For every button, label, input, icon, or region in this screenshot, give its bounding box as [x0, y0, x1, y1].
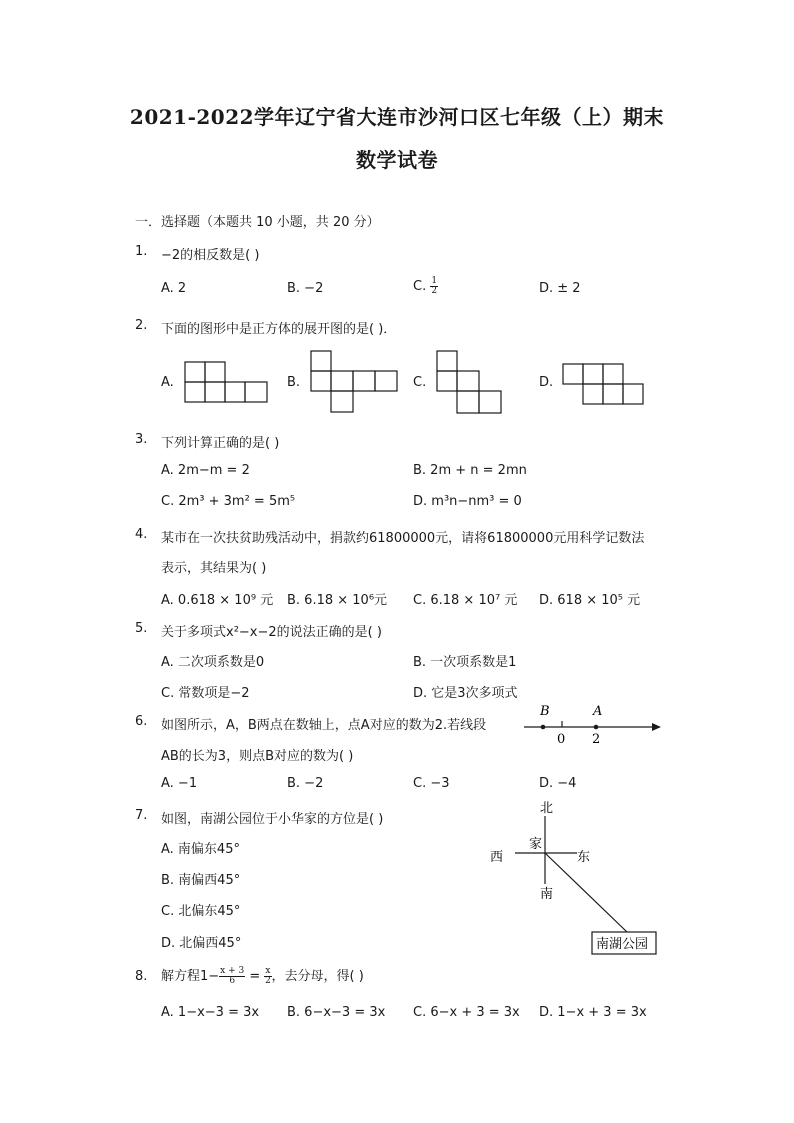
option-c: C. 北偏东45°: [161, 904, 241, 919]
question-number: 7.: [135, 808, 148, 823]
fraction-denominator: 6: [229, 976, 236, 986]
fraction-denominator: 2: [431, 286, 438, 296]
fraction-numerator: x + 3: [220, 966, 245, 976]
option-a: A. 南偏东45°: [161, 842, 240, 857]
question-text-suffix: ，去分母，得( ): [271, 969, 364, 984]
option-c: [413, 277, 438, 296]
label-park: 南湖公园: [596, 937, 649, 952]
label-b: B: [540, 704, 550, 719]
option-b: B. 6−x−3 = 3x: [287, 1005, 386, 1020]
option-d: D.: [539, 375, 554, 390]
number-line-figure: [520, 700, 665, 748]
option-a: A. −1: [161, 776, 198, 791]
question-text-prefix: 解方程1−: [161, 969, 220, 984]
equals-sign: =: [245, 969, 265, 984]
exam-title-line2: 数学试卷: [356, 148, 438, 172]
fraction-denominator: 2: [265, 976, 271, 986]
question-number: 6.: [135, 714, 148, 729]
question-text: 下面的图形中是正方体的展开图的是( )．: [161, 322, 397, 337]
label-west: 西: [490, 850, 504, 865]
option-b: B. 2m + n = 2mn: [413, 463, 527, 478]
option-b: B. −2: [287, 776, 324, 791]
arrow-right-icon: [652, 723, 661, 731]
cube-net-a-figure: [183, 360, 273, 406]
option-d: D. m³n−nm³ = 0: [413, 494, 522, 509]
option-d: D. 北偏西45°: [161, 936, 242, 951]
option-d: D. −4: [539, 776, 577, 791]
question-text: 某市在一次扶贫助残活动中，捐款约61800000元，请将61800000元用科学记数法: [161, 531, 645, 546]
option-b: B. 6.18 × 10⁶元: [287, 593, 388, 608]
option-c-label: C.: [413, 279, 431, 294]
question-text: 关于多项式x²−x−2的说法正确的是( ): [161, 625, 382, 640]
option-d: D. 618 × 10⁵ 元: [539, 593, 641, 608]
question-text-continued: 表示，其结果为( ): [161, 561, 267, 576]
option-a: A.: [161, 375, 174, 390]
option-b: B. 南偏西45°: [161, 873, 241, 888]
option-c: C. 6−x + 3 = 3x: [413, 1005, 520, 1020]
question-text: 如图，南湖公园位于小华家的方位是( ): [161, 812, 384, 827]
fraction-numerator: x: [265, 966, 271, 976]
label-south: 南: [540, 887, 554, 902]
option-b: B.: [287, 375, 301, 390]
label-north: 北: [540, 801, 554, 816]
exam-title-line1: 2021-2022学年辽宁省大连市沙河口区七年级（上）期末: [129, 105, 665, 129]
option-d: D. ± 2: [539, 281, 581, 296]
point-a: [594, 725, 599, 730]
option-d: D. 1−x + 3 = 3x: [539, 1005, 647, 1020]
question-number: 4.: [135, 527, 148, 542]
option-c: C. 常数项是−2: [161, 686, 250, 701]
question-text-continued: AB的长为3，则点B对应的数为( ): [161, 749, 354, 764]
question-number: 8.: [135, 969, 148, 984]
label-two: 2: [592, 732, 601, 747]
label-home: 家: [529, 837, 543, 852]
option-b: B. 一次项系数是1: [413, 655, 517, 670]
option-a: A. 2: [161, 281, 187, 296]
fraction: [430, 277, 438, 296]
label-a: A: [593, 704, 603, 719]
cube-net-c-figure: [435, 349, 505, 417]
cube-net-d-figure: [561, 362, 647, 406]
question-number: 1.: [135, 244, 148, 259]
question-number: 5.: [135, 621, 148, 636]
compass-direction-figure: [485, 798, 665, 960]
option-a: A. 2m−m = 2: [161, 463, 250, 478]
label-east: 东: [577, 850, 591, 865]
option-a: A. 1−x−3 = 3x: [161, 1005, 260, 1020]
label-zero: 0: [557, 732, 566, 747]
option-c: C. −3: [413, 776, 450, 791]
option-b: B. −2: [287, 281, 324, 296]
cube-net-b-figure: [309, 349, 401, 415]
question-number: 3.: [135, 432, 148, 447]
question-text: −2的相反数是( ): [161, 248, 260, 263]
question-text: 下列计算正确的是( ): [161, 436, 280, 451]
option-a: A. 0.618 × 10⁹ 元: [161, 593, 274, 608]
question-text: 如图所示，A，B两点在数轴上，点A对应的数为2.若线段: [161, 718, 487, 733]
fraction: [264, 967, 271, 986]
point-b: [541, 725, 546, 730]
question-number: 2.: [135, 318, 148, 333]
question-text: [161, 965, 364, 986]
option-c: C.: [413, 375, 427, 390]
option-a: A. 二次项系数是0: [161, 655, 265, 670]
option-c: C. 6.18 × 10⁷ 元: [413, 593, 518, 608]
option-d: D. 它是3次多项式: [413, 686, 518, 701]
option-c: C. 2m³ + 3m² = 5m⁵: [161, 494, 296, 509]
fraction-numerator: 1: [431, 276, 438, 286]
fraction: [219, 967, 245, 986]
section-heading: 一．选择题（本题共 10 小题，共 20 分）: [135, 215, 380, 230]
